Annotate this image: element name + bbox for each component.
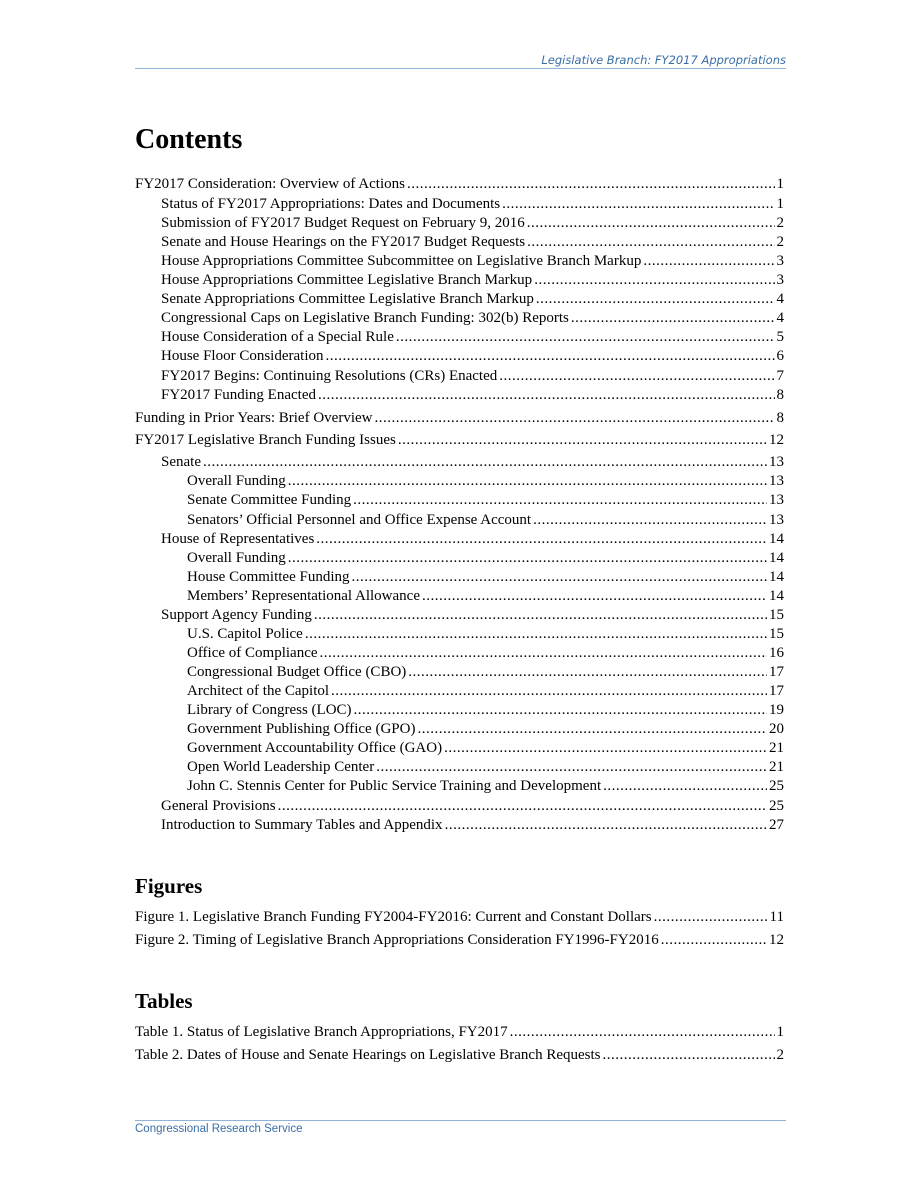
toc-entry-title: Table 2. Dates of House and Senate Hearings on Legislative Branch Requests: [135, 1047, 601, 1063]
toc-page-number: 12: [769, 932, 784, 948]
toc-page-number: 1: [776, 196, 784, 212]
toc-page-number: 1: [776, 176, 784, 192]
figures-heading: Figures: [135, 874, 203, 898]
toc-entry[interactable]: [187, 491, 784, 510]
toc-entry[interactable]: [161, 328, 784, 347]
toc-entry[interactable]: [135, 908, 784, 927]
toc-dot-leader: [316, 530, 767, 549]
toc-entry[interactable]: [187, 644, 784, 663]
toc-entry[interactable]: [161, 309, 784, 328]
toc-entry[interactable]: [187, 739, 784, 758]
toc-entry[interactable]: [187, 587, 784, 606]
toc-entry[interactable]: [161, 386, 784, 405]
toc-entry-title: House Floor Consideration: [161, 348, 324, 364]
toc-page-number: 20: [769, 721, 784, 737]
toc-entry[interactable]: [161, 233, 784, 252]
toc-dot-leader: [445, 816, 767, 835]
toc-page-number: 19: [769, 702, 784, 718]
toc-entry-title: Status of FY2017 Appropriations: Dates and Documents: [161, 196, 501, 212]
toc-entry[interactable]: [161, 290, 784, 309]
toc-page-number: 5: [776, 329, 784, 345]
header-rule: [135, 68, 786, 69]
toc-page-number: 13: [769, 473, 784, 489]
toc-entry[interactable]: [135, 431, 784, 450]
toc-page-number: 15: [769, 607, 784, 623]
toc-dot-leader: [603, 777, 767, 796]
toc-page-number: 21: [769, 759, 784, 775]
toc-dot-leader: [203, 453, 767, 472]
toc-entry-title: Funding in Prior Years: Brief Overview: [135, 410, 373, 426]
footer-source: Congressional Research Service: [135, 1123, 303, 1135]
toc-dot-leader: [305, 625, 767, 644]
toc-page-number: 2: [776, 1047, 784, 1063]
toc-entry-title: Introduction to Summary Tables and Appendix: [161, 817, 443, 833]
running-header: Legislative Branch: FY2017 Appropriations: [541, 53, 786, 67]
toc-entry-title: FY2017 Consideration: Overview of Actions: [135, 176, 405, 192]
toc-entry[interactable]: [187, 682, 784, 701]
toc-dot-leader: [326, 347, 775, 366]
footer-rule: [135, 1120, 786, 1121]
toc-page-number: 14: [769, 588, 784, 604]
toc-page-number: 2: [776, 234, 784, 250]
toc-entry-title: House Consideration of a Special Rule: [161, 329, 394, 345]
toc-entry[interactable]: [161, 252, 784, 271]
toc-page-number: 17: [769, 683, 784, 699]
toc-dot-leader: [408, 663, 767, 682]
toc-entry[interactable]: [187, 663, 784, 682]
toc-dot-leader: [417, 720, 767, 739]
toc-entry[interactable]: [187, 701, 784, 720]
toc-dot-leader: [422, 587, 767, 606]
toc-entry[interactable]: [187, 568, 784, 587]
toc-dot-leader: [510, 1023, 775, 1042]
toc-page-number: 7: [776, 368, 784, 384]
tables-heading: Tables: [135, 989, 193, 1013]
toc-dot-leader: [352, 568, 768, 587]
toc-dot-leader: [288, 549, 767, 568]
toc-entry-title: U.S. Capitol Police: [187, 626, 303, 642]
toc-dot-leader: [376, 758, 767, 777]
toc-dot-leader: [502, 195, 774, 214]
toc-entry-title: FY2017 Begins: Continuing Resolutions (CRs) Enacted: [161, 368, 498, 384]
toc-dot-leader: [314, 606, 767, 625]
toc-entry[interactable]: [187, 758, 784, 777]
toc-entry-title: John C. Stennis Center for Public Service Training and Development: [187, 778, 602, 794]
toc-entry-title: Government Accountability Office (GAO): [187, 740, 443, 756]
toc-page-number: 25: [769, 778, 784, 794]
toc-entry-title: House of Representatives: [161, 531, 315, 547]
toc-entry-title: House Committee Funding: [187, 569, 350, 585]
toc-entry-title: General Provisions: [161, 798, 276, 814]
toc-page-number: 4: [776, 310, 784, 326]
toc-dot-leader: [331, 682, 767, 701]
toc-entry[interactable]: [187, 720, 784, 739]
toc-page-number: 15: [769, 626, 784, 642]
toc-dot-leader: [527, 233, 774, 252]
toc-entry-title: House Appropriations Committee Subcommittee on Legislative Branch Markup: [161, 253, 642, 269]
toc-page-number: 21: [769, 740, 784, 756]
toc-entry-title: Figure 2. Timing of Legislative Branch Appropriations Consideration FY1996-FY2016: [135, 932, 659, 948]
toc-dot-leader: [396, 328, 775, 347]
toc-page-number: 1: [776, 1024, 784, 1040]
toc-entry-title: Senators’ Official Personnel and Office Expense Account: [187, 512, 532, 528]
toc-entry-title: House Appropriations Committee Legislative Branch Markup: [161, 272, 533, 288]
toc-dot-leader: [602, 1046, 774, 1065]
toc-dot-leader: [444, 739, 767, 758]
toc-entry[interactable]: [161, 214, 784, 233]
toc-dot-leader: [320, 644, 767, 663]
toc-page-number: 25: [769, 798, 784, 814]
toc-dot-leader: [661, 931, 767, 950]
toc-entry-title: Submission of FY2017 Budget Request on February 9, 2016: [161, 215, 525, 231]
toc-page-number: 17: [769, 664, 784, 680]
toc-entry-title: Open World Leadership Center: [187, 759, 375, 775]
toc-page-number: 12: [769, 432, 784, 448]
toc-entry[interactable]: [161, 606, 784, 625]
toc-page-number: 27: [769, 817, 784, 833]
toc-dot-leader: [407, 175, 775, 194]
toc-entry[interactable]: [161, 271, 784, 290]
toc-entry-title: Senate: [161, 454, 201, 470]
toc-page-number: 11: [769, 909, 784, 925]
toc-dot-leader: [536, 290, 775, 309]
toc-dot-leader: [398, 431, 767, 450]
toc-entry-title: Overall Funding: [187, 550, 286, 566]
toc-entry[interactable]: [161, 195, 784, 214]
toc-entry-title: Members’ Representational Allowance: [187, 588, 420, 604]
toc-entry-title: Congressional Budget Office (CBO): [187, 664, 407, 680]
contents-heading: Contents: [135, 124, 243, 155]
toc-dot-leader: [354, 701, 767, 720]
toc-entry[interactable]: [187, 625, 784, 644]
toc-page-number: 13: [769, 512, 784, 528]
toc-page-number: 16: [769, 645, 784, 661]
toc-entry-title: Government Publishing Office (GPO): [187, 721, 416, 737]
toc-entry[interactable]: [135, 409, 784, 428]
toc-entry-title: Office of Compliance: [187, 645, 318, 661]
toc-entry-title: FY2017 Legislative Branch Funding Issues: [135, 432, 396, 448]
toc-entry[interactable]: [161, 453, 784, 472]
toc-page-number: 3: [776, 272, 784, 288]
toc-entry[interactable]: [135, 175, 784, 194]
toc-entry[interactable]: [187, 777, 784, 796]
toc-dot-leader: [374, 409, 774, 428]
toc-dot-leader: [534, 271, 774, 290]
toc-entry-title: Senate Committee Funding: [187, 492, 352, 508]
toc-dot-leader: [527, 214, 775, 233]
toc-entry-title: Congressional Caps on Legislative Branch Funding: 302(b) Reports: [161, 310, 569, 326]
toc-entry-title: Architect of the Capitol: [187, 683, 330, 699]
toc-entry[interactable]: [161, 816, 784, 835]
toc-entry-title: Overall Funding: [187, 473, 286, 489]
toc-page-number: 2: [776, 215, 784, 231]
toc-entry-title: FY2017 Funding Enacted: [161, 387, 316, 403]
toc-entry[interactable]: [161, 367, 784, 386]
toc-entry[interactable]: [135, 931, 784, 950]
toc-entry-title: Table 1. Status of Legislative Branch Appropriations, FY2017: [135, 1024, 508, 1040]
toc-page-number: 14: [769, 569, 784, 585]
toc-entry-title: Library of Congress (LOC): [187, 702, 352, 718]
toc-entry[interactable]: [161, 530, 784, 549]
toc-dot-leader: [499, 367, 774, 386]
toc-entry[interactable]: [161, 347, 784, 366]
toc-entry[interactable]: [135, 1023, 784, 1042]
toc-dot-leader: [643, 252, 774, 271]
toc-dot-leader: [571, 309, 775, 328]
toc-entry-title: Support Agency Funding: [161, 607, 312, 623]
toc-page-number: 8: [776, 410, 784, 426]
toc-entry[interactable]: [187, 511, 784, 530]
toc-entry[interactable]: [135, 1046, 784, 1065]
toc-entry-title: Figure 1. Legislative Branch Funding FY2004-FY2016: Current and Constant Dollars: [135, 909, 652, 925]
toc-page-number: 14: [769, 531, 784, 547]
toc-entry-title: Senate Appropriations Committee Legislative Branch Markup: [161, 291, 534, 307]
toc-entry-title: Senate and House Hearings on the FY2017 Budget Requests: [161, 234, 526, 250]
toc-page-number: 8: [776, 387, 784, 403]
toc-dot-leader: [318, 386, 775, 405]
toc-page-number: 3: [776, 253, 784, 269]
toc-dot-leader: [654, 908, 768, 927]
toc-page-number: 6: [776, 348, 784, 364]
toc-page-number: 13: [769, 492, 784, 508]
toc-page-number: 4: [776, 291, 784, 307]
toc-page-number: 13: [769, 454, 784, 470]
toc-dot-leader: [278, 797, 767, 816]
toc-entry[interactable]: [161, 797, 784, 816]
toc-dot-leader: [288, 472, 767, 491]
toc-dot-leader: [353, 491, 767, 510]
toc-entry[interactable]: [187, 472, 784, 491]
toc-entry[interactable]: [187, 549, 784, 568]
toc-page-number: 14: [769, 550, 784, 566]
toc-dot-leader: [533, 511, 767, 530]
